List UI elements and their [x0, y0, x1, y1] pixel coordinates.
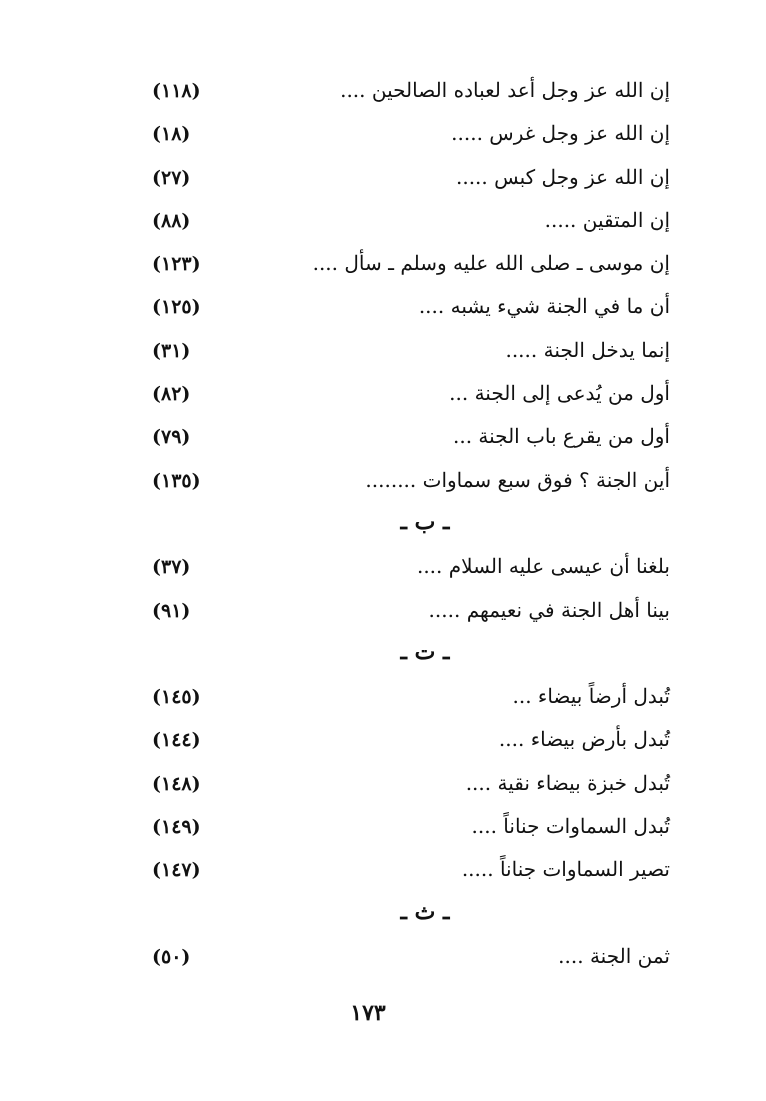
- entry-title: إن المتقين .....: [544, 207, 670, 232]
- entry-title: تُبدل بأرض بيضاء ....: [498, 727, 670, 752]
- entry-title: إن الله عز وجل غرس .....: [451, 121, 670, 146]
- index-entry: [140, 594, 670, 637]
- entry-reference-number: (٢٧): [152, 166, 191, 189]
- index-entry: [140, 204, 670, 247]
- entry-reference-number: (١٤٧): [152, 859, 201, 882]
- index-entry: [140, 247, 670, 290]
- entry-reference-number: (١٢٥): [152, 296, 201, 319]
- section-letter-heading: [140, 897, 670, 940]
- index-entry: [140, 334, 670, 377]
- section-letter: ـ ب ـ: [400, 508, 450, 535]
- index-entry: [140, 810, 670, 853]
- index-entry: [140, 117, 670, 160]
- index-entry: [140, 161, 670, 204]
- index-entry: [140, 420, 670, 463]
- index-entry: [140, 853, 670, 896]
- entry-title: إن الله عز وجل كبس .....: [455, 164, 670, 189]
- entry-title: تصير السماوات جناناً .....: [461, 857, 670, 882]
- entry-reference-number: (١٤٥): [152, 686, 201, 709]
- entry-title: تُبدل أرضاً بيضاء ...: [512, 684, 670, 709]
- entry-title: تُبدل السماوات جناناً ....: [471, 814, 670, 839]
- index-entry: [140, 940, 670, 983]
- index-list: [140, 74, 670, 983]
- entry-title: أن ما في الجنة شيء يشبه ....: [418, 294, 670, 319]
- entry-title: أول من يُدعى إلى الجنة ...: [449, 381, 670, 406]
- entry-reference-number: (١٣٥): [152, 469, 201, 492]
- entry-title: تُبدل خبزة بيضاء نقية ....: [465, 770, 670, 795]
- entry-reference-number: (٣٧): [152, 556, 191, 579]
- entry-title: بينا أهل الجنة في نعيمهم .....: [428, 597, 670, 622]
- index-entry: [140, 290, 670, 333]
- entry-title: أول من يقرع باب الجنة ...: [452, 424, 670, 449]
- entry-reference-number: (٥٠): [152, 945, 191, 968]
- entry-reference-number: (١٤٨): [152, 772, 201, 795]
- entry-title: إن موسى ـ صلى الله عليه وسلم ـ سأل ....: [312, 251, 670, 276]
- page-number: ١٧٣: [350, 1000, 386, 1026]
- entry-title: إن الله عز وجل أعد لعباده الصالحين ....: [340, 78, 670, 102]
- section-letter-heading: [140, 507, 670, 550]
- index-entry: [140, 767, 670, 810]
- section-letter: ـ ث ـ: [400, 898, 450, 925]
- index-entry: [140, 377, 670, 420]
- index-entry: [140, 464, 670, 507]
- entry-title: إنما يدخل الجنة .....: [505, 337, 670, 362]
- entry-title: أين الجنة ؟ فوق سبع سماوات ........: [365, 467, 670, 492]
- entry-reference-number: (٩١): [152, 599, 191, 622]
- section-letter: ـ ت ـ: [400, 638, 450, 665]
- entry-reference-number: (٣١): [152, 339, 191, 362]
- entry-reference-number: (١١٨): [152, 80, 201, 102]
- entry-reference-number: (١٤٤): [152, 729, 201, 752]
- entry-title: ثمن الجنة ....: [558, 943, 670, 968]
- entry-reference-number: (١٢٣): [152, 253, 201, 276]
- entry-reference-number: (١٤٩): [152, 816, 201, 839]
- entry-reference-number: (٨٨): [152, 209, 191, 232]
- index-entry: [140, 74, 670, 117]
- section-letter-heading: [140, 637, 670, 680]
- entry-reference-number: (٧٩): [152, 426, 191, 449]
- index-entry: [140, 723, 670, 766]
- index-entry: [140, 550, 670, 593]
- entry-reference-number: (٨٢): [152, 383, 191, 406]
- entry-title: بلغنا أن عيسى عليه السلام ....: [416, 554, 670, 579]
- entry-reference-number: (١٨): [152, 123, 191, 146]
- index-entry: [140, 680, 670, 723]
